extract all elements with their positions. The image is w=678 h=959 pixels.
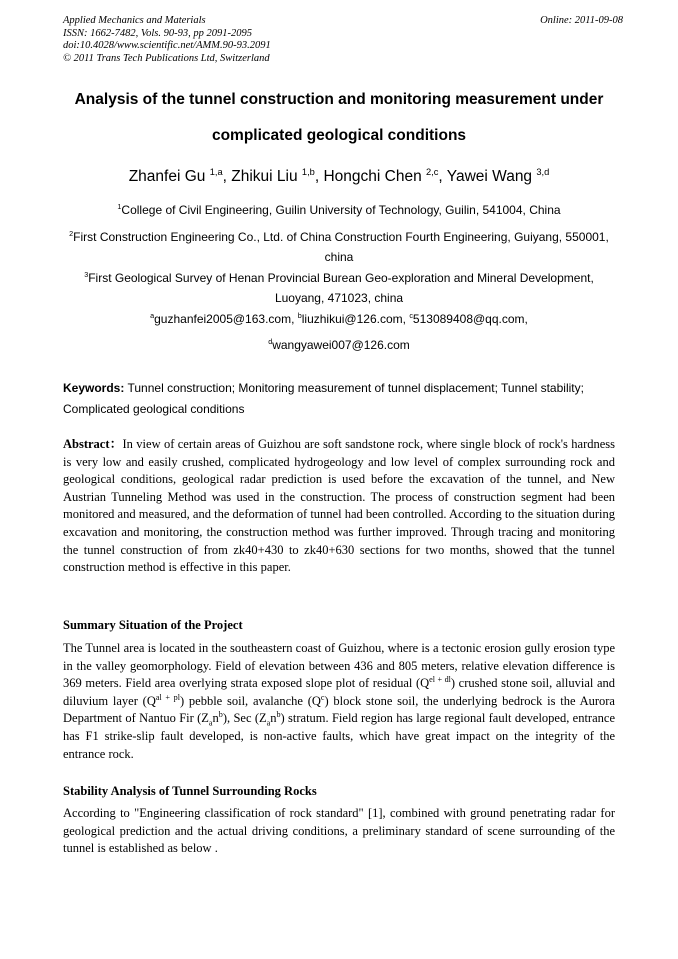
email-address[interactable]: liuzhikui@126.com	[301, 312, 403, 326]
summary-superscript: b	[218, 710, 223, 720]
journal-copyright: © 2011 Trans Tech Publications Ltd, Switzerland	[63, 52, 270, 64]
email-line-2	[60, 335, 618, 355]
author-name: Hongchi Chen	[323, 168, 422, 185]
summary-paragraph	[63, 640, 615, 763]
abstract-label: Abstract：	[63, 437, 123, 451]
author-name: Yawei Wang	[446, 168, 533, 185]
keywords-label: Keywords:	[63, 381, 125, 395]
affiliation-sup: 2	[69, 229, 74, 238]
summary-subscript: a	[266, 718, 271, 728]
journal-issn: ISSN: 1662-7482, Vols. 90-93, pp 2091-2095	[63, 27, 252, 39]
affiliation-2	[60, 227, 618, 267]
section-heading-summary: Summary Situation of the Project	[63, 618, 243, 632]
section-heading-stability: Stability Analysis of Tunnel Surrounding Rocks	[63, 784, 317, 798]
affiliation-sup: 3	[84, 270, 89, 279]
email-address[interactable]: wangyawei007@126.com	[272, 338, 410, 352]
summary-text-run: ) pebble soil, avalanche (Q	[179, 693, 321, 708]
online-date: Online: 2011-09-08	[540, 15, 623, 26]
journal-doi: doi:10.4028/www.scientific.net/AMM.90-93.2091	[63, 40, 271, 51]
paper-title-line-1: Analysis of the tunnel construction and monitoring measurement under	[74, 91, 604, 108]
summary-subscript: a	[208, 718, 213, 728]
abstract-text: In view of certain areas of Guizhou are soft sandstone rock, where single block of rock's hardness is very low and easily crushed, complicated hydrogeology and low level of complex surrounding rock and geological conditions, geological radar prediction is used before the excavation of the tunnel, and New Austrian Tunneling Method was used in the construction. The process of construction segment had been monitored and measured, and the deformation of tunnel had been controlled. According to the situation during excavation and monitoring, the construction method was further improved. Through tracing and monitoring the tunnel construction of from zk40+430 to zk40+630 sections for two months, showed that the tunnel construction method is effective in this paper.	[63, 437, 616, 575]
email-sup: a	[150, 311, 155, 320]
email-line-1: $^a$guzhanfei2005@163.com, $^b$liuzhikui@126.com, $^c$513089408@qq.com,	[150, 311, 528, 326]
affiliation-1	[60, 200, 618, 220]
author-sup: 2,c	[426, 166, 439, 177]
author-sup: 1,a	[209, 166, 223, 177]
summary-text-run: ) crushed stone soil, alluvial and diluvium layer (Q	[63, 676, 615, 708]
affiliation-text: College of Civil Engineering, Guilin University of Technology, Guilin, 541004, China	[121, 203, 561, 217]
summary-superscript: el + dl	[429, 675, 451, 685]
author-list: Zhanfei Gu $^{1,a}$, Zhikui Liu $^{1,b}$, Hongchi Chen $^{2,c}$, Yawei Wang $^{3,d}$	[128, 166, 550, 185]
affiliation-sup: 1	[117, 202, 122, 211]
summary-text-run: ), Sec (Z	[222, 711, 267, 726]
author-name: Zhanfei Gu	[128, 168, 206, 185]
email-sup: c	[409, 311, 413, 320]
summary-text-run: n	[270, 711, 277, 726]
author-sup: 3,d	[536, 166, 550, 177]
summary-superscript: c	[320, 692, 325, 702]
paper-title-line-2: complicated geological conditions	[211, 127, 467, 144]
summary-text-run: n	[212, 711, 219, 726]
email-sup: d	[268, 337, 273, 346]
summary-text-run: The Tunnel area is located in the southeastern coast of Guizhou, where is a tectonic erosion gully erosion type in the valley geomorphology. Field of elevation between 436 and 805 meters, relative elevation difference is 369 meters. Field area overlying strata exposed slope plot of residual (Q	[63, 641, 615, 691]
journal-header	[63, 15, 623, 65]
affiliation-text: First Geological Survey of Henan Provincial Burean Geo-exploration and Mineral Development, Luoyang, 471023, china	[88, 271, 594, 305]
summary-text-run: ) block stone soil, the underlying bedrock is the Aurora Department of Nantuo Fir (Z	[63, 693, 615, 726]
stability-paragraph: According to "Engineering classification of rock standard" [1], combined with ground penetrating radar for geological prediction and the actual driving conditions, a preliminary standard of scene surrounding of the tunnel is established as below .	[63, 806, 615, 856]
keywords	[63, 378, 623, 420]
affiliation-text: First Construction Engineering Co., Ltd. of China Construction Fourth Engineering, Guiyang, 550001, china	[73, 230, 609, 264]
affiliation-3	[60, 268, 618, 308]
email-address[interactable]: guzhanfei2005@163.com	[154, 312, 292, 326]
summary-text-run: ) stratum. Field region has large regional fault developed, entrance has F1 strike-slip fault developed, is non-active faults, which have great impact on the integrity of the entrance rock.	[63, 711, 615, 761]
email-sup: b	[297, 311, 302, 320]
email-address[interactable]: 513089408@qq.com	[412, 312, 525, 326]
author-sup: 1,b	[301, 166, 315, 177]
summary-superscript: b	[276, 710, 281, 720]
author-name: Zhikui Liu	[231, 168, 298, 185]
abstract	[63, 436, 615, 577]
journal-name: Applied Mechanics and Materials	[63, 15, 206, 26]
keywords-text: Tunnel construction; Monitoring measurement of tunnel displacement; Tunnel stability; Complicated geological conditions	[63, 381, 584, 416]
summary-superscript: al + pl	[155, 692, 180, 702]
